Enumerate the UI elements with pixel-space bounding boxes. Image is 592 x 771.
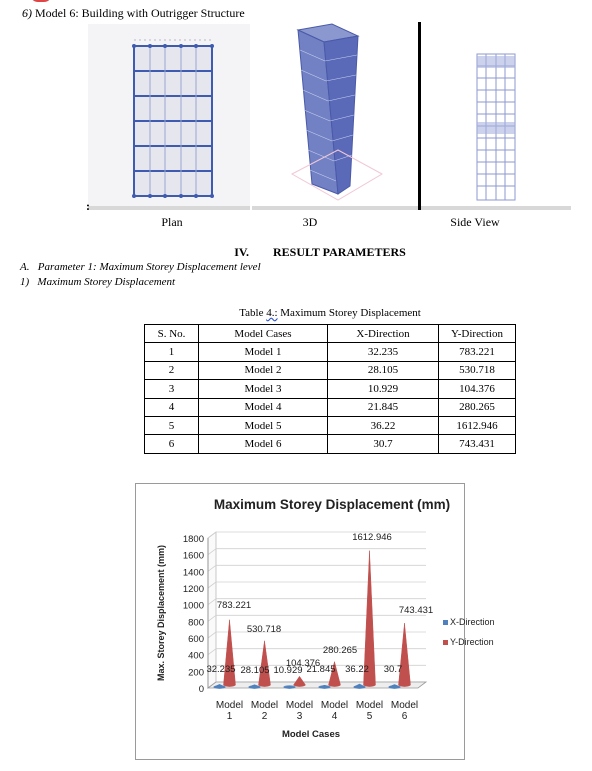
parameter-label: A.	[20, 261, 30, 273]
data-label-x-direction: 28.105	[240, 665, 270, 676]
data-label-y-direction: 743.431	[398, 605, 434, 616]
x-tick-label-line1: Model	[250, 700, 279, 711]
cone-y-direction-model-6	[399, 623, 411, 686]
cone-base-y-model-2	[259, 683, 271, 687]
table-row: 2 Model 2 28.105 530.718	[145, 361, 516, 379]
y-axis-title: Max. Storey Displacement (mm)	[156, 544, 166, 682]
x-tick-label-line1: Model	[320, 700, 349, 711]
parameter-text: Parameter 1: Maximum Storey Displacement level	[37, 261, 261, 273]
section-heading	[0, 245, 592, 260]
x-tick-label-line1: Model	[390, 700, 419, 711]
stray-colon: :	[86, 199, 90, 213]
cone-base-x-model-6	[389, 685, 401, 689]
x-tick-label-line2: 6	[401, 711, 408, 722]
y-tick-label: 600	[188, 634, 204, 645]
table-row: 4 Model 4 21.845 280.265	[145, 398, 516, 416]
plan-grid-drawing	[88, 24, 250, 210]
figure-heading-text: Model 6: Building with Outrigger Structure	[35, 6, 245, 20]
x-tick-label-line2: 1	[226, 711, 233, 722]
cone-base-x-model-4	[319, 685, 331, 689]
caption-3d: 3D	[302, 215, 318, 229]
y-tick-label: 1400	[182, 567, 204, 579]
table-number: 4.:	[266, 307, 278, 319]
cone-y-direction-model-1	[224, 620, 236, 687]
data-label-x-direction: 30.7	[383, 664, 403, 675]
cone-base-x-model-1	[214, 685, 226, 689]
table-header-row	[145, 325, 516, 343]
header-model-cases: Model Cases	[199, 325, 328, 343]
y-tick-label: 1200	[182, 584, 204, 595]
displacement-chart	[135, 483, 495, 760]
cone-base-x-model-2	[249, 685, 261, 689]
plan-view-image	[88, 24, 250, 210]
table-caption: Table 4.: Maximum Storey Displacement	[239, 307, 421, 319]
data-label-y-direction: 280.265	[322, 645, 358, 656]
caption-plan: Plan	[161, 215, 183, 229]
data-label-y-direction: 1612.946	[352, 532, 392, 543]
y-tick-label: 1800	[182, 534, 204, 545]
figure-heading	[22, 6, 245, 21]
page-corner-mark	[30, 0, 52, 2]
displacement-table	[144, 324, 516, 454]
cone-base-y-model-6	[399, 683, 411, 687]
cone-base-y-model-3	[294, 683, 306, 687]
data-label-x-direction: 21.845	[306, 664, 336, 675]
y-tick-label: 1000	[182, 600, 204, 612]
3d-model-drawing	[252, 24, 418, 210]
chart-canvas	[136, 484, 495, 759]
cone-base-x-model-3	[284, 685, 296, 689]
data-label-x-direction: 36.22	[345, 664, 369, 675]
cone-base-x-model-5	[354, 685, 366, 689]
table-row: 6 Model 6 30.7 743.431	[145, 435, 516, 453]
side-view-drawing	[421, 24, 571, 210]
cone-base-y-model-4	[329, 683, 341, 687]
table-row: 1 Model 1 32.235 783.221	[145, 343, 516, 361]
data-label-x-direction: 10.929	[273, 665, 303, 676]
table-row: 5 Model 5 36.22 1612.946	[145, 416, 516, 434]
section-title: RESULT PARAMETERS	[272, 245, 406, 259]
y-tick-label: 0	[198, 684, 204, 695]
x-tick-label-line2: 5	[366, 711, 373, 722]
subparameter-label: 1)	[20, 276, 30, 288]
cone-base-y-model-5	[364, 683, 376, 687]
y-tick-label: 1600	[182, 550, 204, 562]
parameter-heading	[20, 261, 261, 273]
data-label-y-direction: 104.376	[285, 658, 321, 669]
x-tick-label-line2: 4	[331, 711, 338, 722]
x-axis-title: Model Cases	[281, 729, 341, 740]
legend-swatch-x	[443, 620, 448, 625]
chart-title: Maximum Storey Displacement (mm)	[213, 497, 451, 512]
x-tick-label-line2: 2	[261, 711, 268, 722]
caption-side-view: Side View	[450, 215, 500, 229]
y-tick-label: 800	[188, 617, 204, 629]
legend-swatch-y	[443, 640, 448, 645]
x-tick-label-line2: 3	[296, 711, 303, 722]
3d-view-image	[252, 24, 418, 210]
header-y-direction: Y-Direction	[439, 325, 516, 343]
y-tick-label: 200	[188, 667, 204, 679]
x-tick-label-line1: Model	[355, 700, 384, 711]
side-view-image	[421, 24, 571, 210]
legend-label-x: X-Direction	[450, 617, 495, 627]
table-row: 3 Model 3 10.929 104.376	[145, 380, 516, 398]
data-label-x-direction: 32.235	[206, 664, 236, 675]
y-tick-label: 400	[188, 650, 204, 662]
data-label-y-direction: 530.718	[246, 624, 282, 635]
section-number: IV.	[234, 245, 249, 259]
subparameter-text: Maximum Storey Displacement	[37, 276, 176, 288]
data-label-y-direction: 783.221	[216, 600, 252, 611]
subparameter-heading	[20, 276, 175, 288]
cone-y-direction-model-2	[259, 641, 271, 687]
header-sno: S. No.	[145, 325, 199, 343]
cone-base-y-model-1	[224, 683, 236, 687]
legend-label-y: Y-Direction	[450, 637, 494, 647]
x-tick-label-line1: Model	[215, 700, 244, 711]
header-x-direction: X-Direction	[328, 325, 439, 343]
x-tick-label-line1: Model	[285, 700, 314, 711]
figure-heading-number: 6)	[22, 6, 32, 20]
